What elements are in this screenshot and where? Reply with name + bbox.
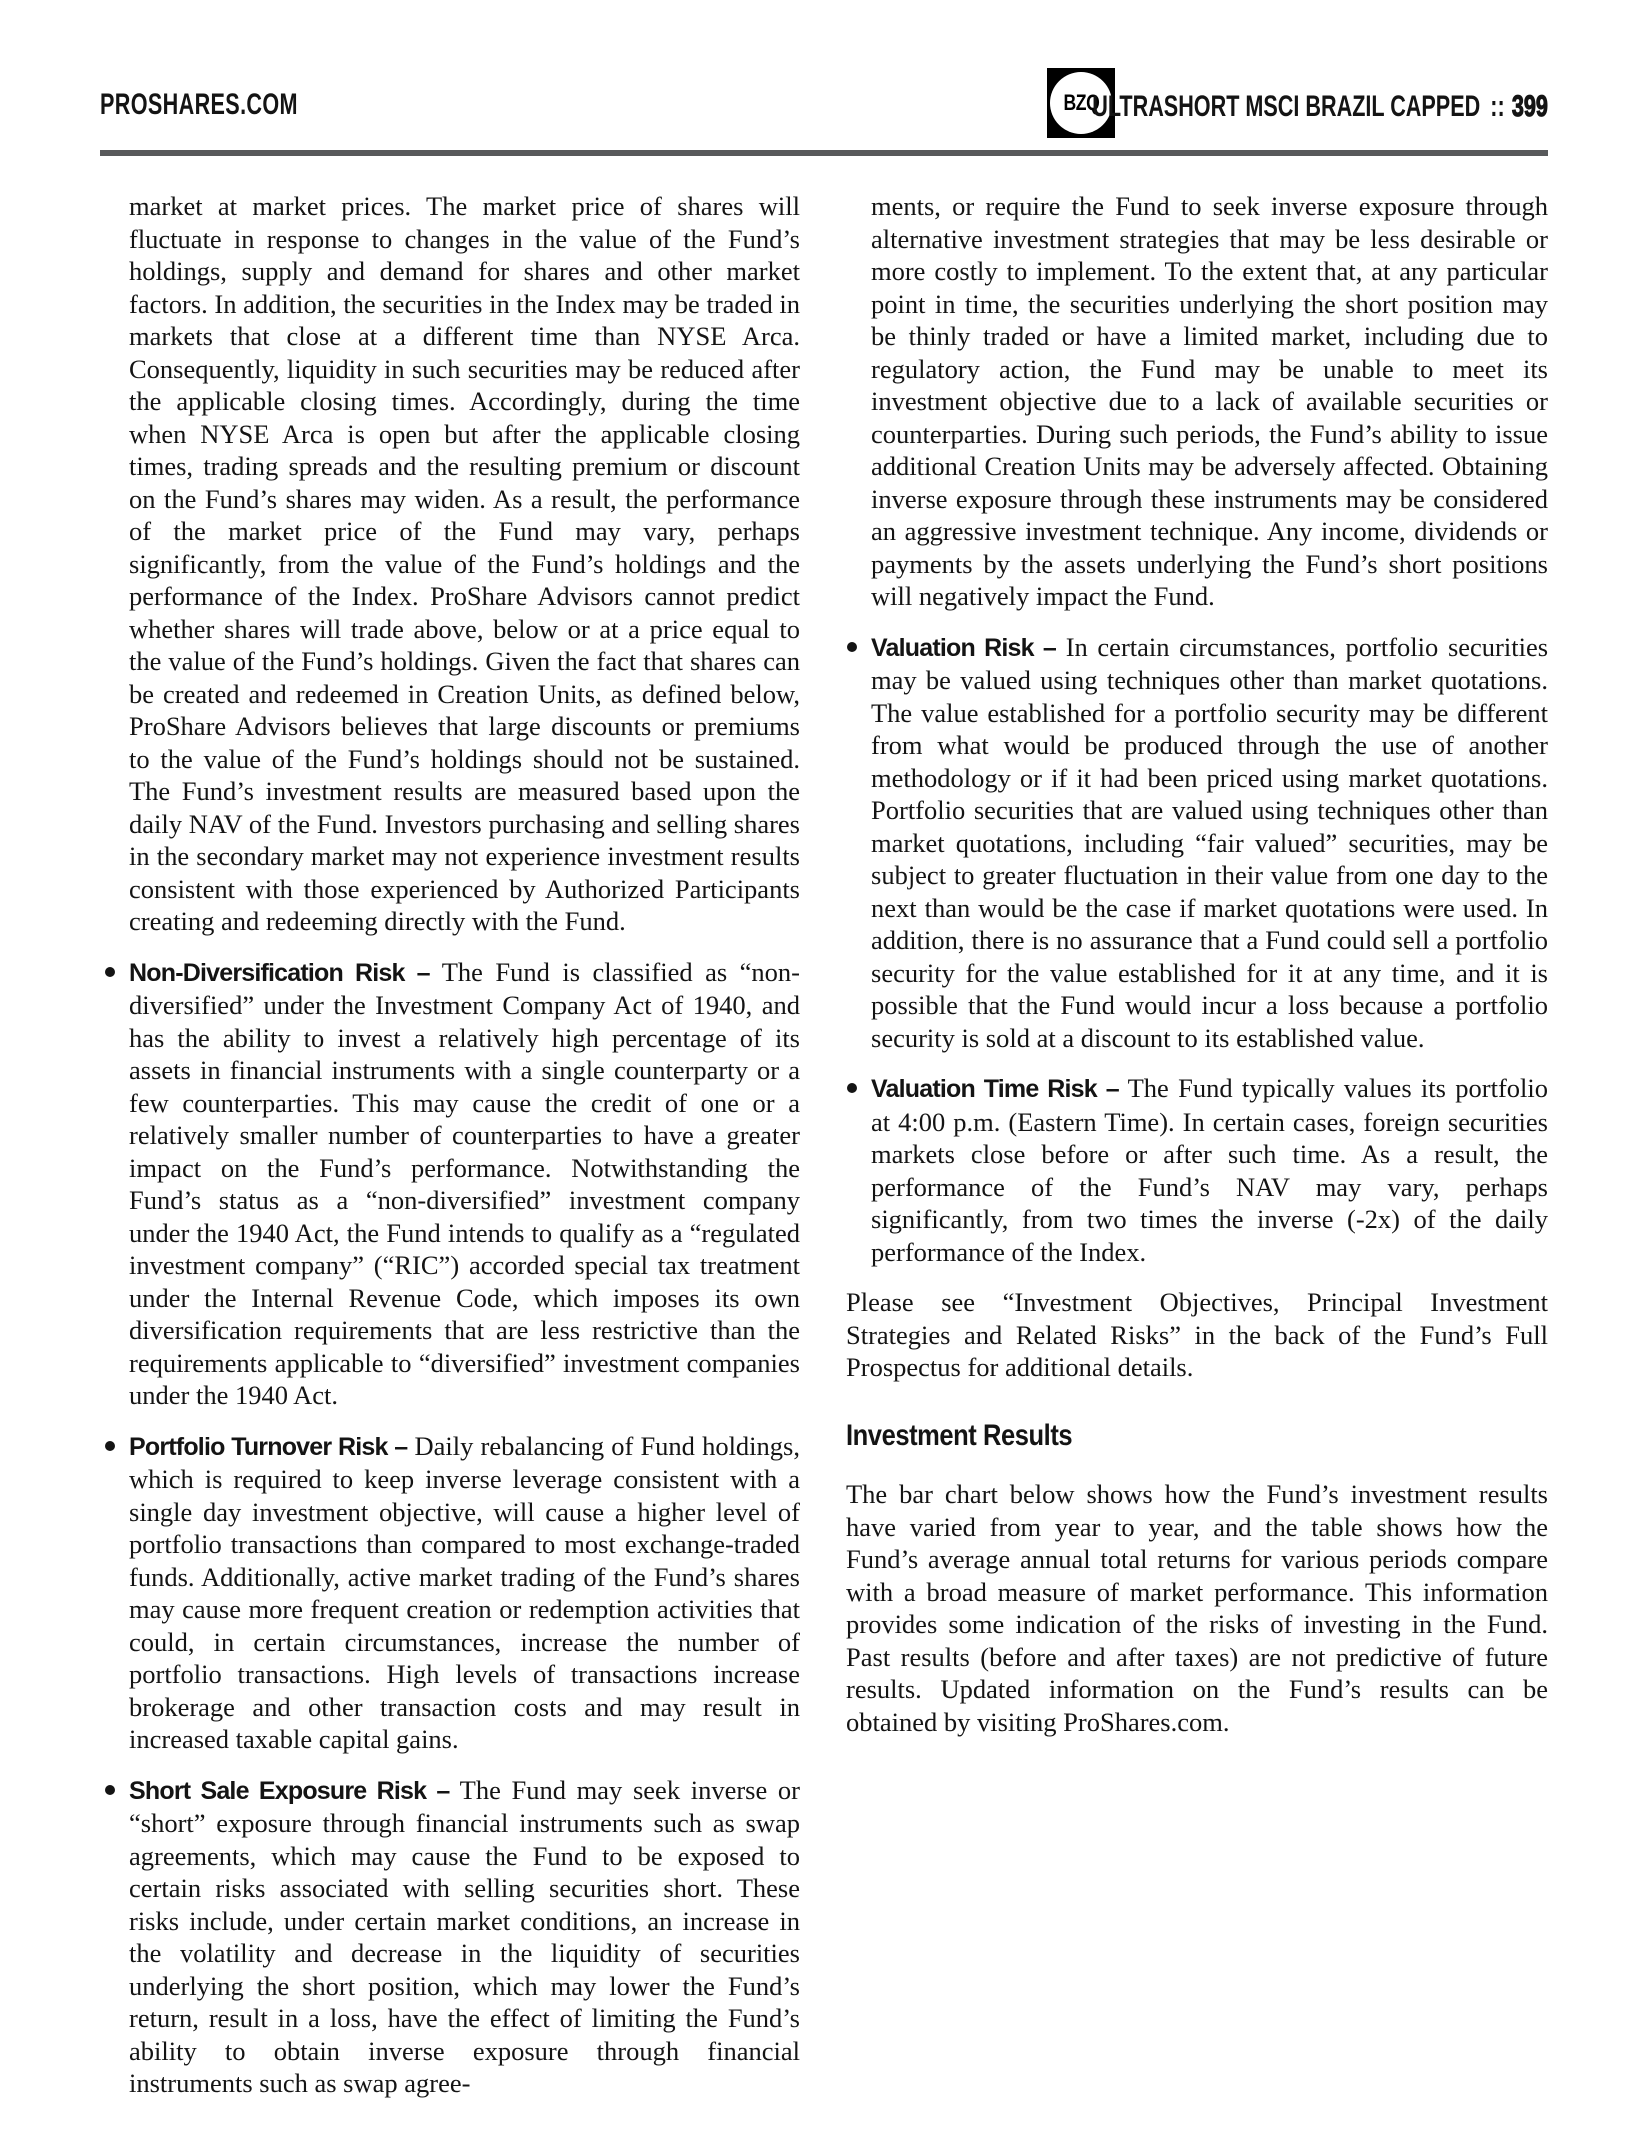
risk-term: Non-Diversification Risk – <box>129 958 430 987</box>
bullet-portfolio-turnover-risk <box>104 1430 800 1756</box>
risk-term: Valuation Time Risk – <box>871 1075 1119 1103</box>
fund-title <box>1092 92 1548 122</box>
page-number: 399 <box>1511 90 1548 123</box>
site-url: PROSHARES.COM <box>100 88 298 121</box>
bullet-marker <box>105 967 115 977</box>
risk-text: In certain circumstances, portfolio securities may be valued using techniques other than market quotations. The value established for a portfolio security may be different from what would be produced through the use of another methodology or if it had been priced using market quotations. Portfolio securities that are valued using techniques other than market quotations, including “fair valued” securities, may be subject to greater fluctuation in their value from one day to the next than would be the case if market quotations were used. In addition, there is no assurance that a Fund could sell a portfolio security for the value established for it at any time, and it is possible that the Fund would incur a loss because a portfolio security is sold at a discount to its established value. <box>871 631 1549 1053</box>
ticker-label: BZQ <box>1063 90 1099 115</box>
bullet-valuation-risk <box>846 631 1548 1055</box>
header-rule <box>100 150 1548 156</box>
intro-paragraph: market at market prices. The market price of shares will fluctuate in response to changes in the value of the Fund’s holdings, supply and demand for shares and other market factors. In addition, the securities in the Index may be traded in markets that close at a different time than NYSE Arca. Consequently, liquidity in such securities may be reduced after the applicable closing times. Accordingly, during the time when NYSE Arca is open but after the applicable closing times, trading spreads and the resulting premium or discount on the Fund’s shares may widen. As a result, the performance of the market price of the Fund may vary, perhaps significantly, from the value of the Fund’s holdings and the performance of the Index. ProShare Advisors cannot predict whether shares will trade above, below or at a price equal to the value of the Fund’s holdings. Given the fact that shares can be created and redeemed in Creation Units, as defined below, ProShare Advisors believes that large discounts or premiums to the value of the Fund’s holdings should not be sustained. The Fund’s investment results are measured based upon the daily NAV of the Fund. Investors purchasing and selling shares in the secondary market may not experience investment results consistent with those experienced by Authorized Participants creating and redeeming directly with the Fund. <box>129 191 800 936</box>
bullet-valuation-time-risk <box>846 1072 1548 1268</box>
bullet-marker <box>847 1083 857 1093</box>
prospectus-note-paragraph: Please see “Investment Objectives, Principal Investment Strategies and Related Risks” in the back of the Fund’s Full Prospectus for additional details. <box>846 1287 1548 1382</box>
bullet-marker <box>847 642 857 652</box>
bullet-short-sale-exposure-risk <box>104 1774 800 2100</box>
bullet-non-diversification-risk <box>104 956 800 1412</box>
investment-results-paragraph: The bar chart below shows how the Fund’s investment results have varied from year to year, and the table shows how the Fund’s average annual total returns for various periods compare with a broad measure of market performance. This information provides some indication of the risks of investing in the Fund. Past results (before and after taxes) are not predictive of future results. Updated information on the Fund’s results can be obtained by visiting ProShares.com. <box>846 1479 1548 1737</box>
bullet-paragraph <box>129 956 800 1412</box>
risk-text: Daily rebalancing of Fund holdings, which is required to keep inverse leverage consistent with a single day investment objective, will cause a higher level of portfolio transactions than compared to most exchange-traded funds. Additionally, active market trading of the Fund’s shares may cause more frequent creation or redemption activities that could, in certain circumstances, increase the number of portfolio transactions. High levels of transactions increase brokerage and other transaction costs and may result in increased taxable capital gains. <box>129 1430 800 1754</box>
right-column <box>846 190 1548 1738</box>
bullet-paragraph <box>129 1774 800 2100</box>
fund-title-text: ULTRASHORT MSCI BRAZIL CAPPED <box>1092 90 1481 123</box>
bullet-marker <box>105 1441 115 1451</box>
risk-text: The Fund may seek inverse or “short” exposure through financial instruments such as swap agreements, which may cause the Fund to be exposed to certain risks associated with selling securities short. These risks include, under certain market conditions, an increase in the volatility and decrease in the liquidity of securities underlying the short position, which may lower the Fund’s return, result in a loss, have the effect of limiting the Fund’s ability to obtain inverse exposure through financial instruments such as swap agree- <box>129 1774 800 2098</box>
bullet-paragraph <box>871 631 1548 1055</box>
bullet-marker <box>105 1785 115 1795</box>
risk-term: Portfolio Turnover Risk – <box>129 1432 408 1461</box>
bullet-paragraph <box>129 1430 800 1756</box>
title-separator: :: <box>1490 90 1505 123</box>
bullet-paragraph <box>871 1072 1548 1268</box>
continuation-paragraph: ments, or require the Fund to seek inverse exposure through alternative investment strategies that may be less desirable or more costly to implement. To the extent that, at any particular point in time, the securities underlying the short position may be thinly traded or have a limited market, including due to regulatory action, the Fund may be unable to meet its investment objective due to a lack of available securities or counterparties. During such periods, the Fund’s ability to issue additional Creation Units may be adversely affected. Obtaining inverse exposure through these instruments may be considered an aggressive investment technique. Any income, dividends or payments by the assets underlying the Fund’s short positions will negatively impact the Fund. <box>871 191 1548 611</box>
risk-term: Valuation Risk – <box>871 633 1057 662</box>
section-heading-investment-results: Investment Results <box>846 1418 1073 1452</box>
left-column <box>104 190 800 2100</box>
risk-term: Short Sale Exposure Risk – <box>129 1776 450 1805</box>
risk-text: The Fund typically values its portfolio at 4:00 p.m. (Eastern Time). In certain cases, foreign securities markets close before or after such time. As a result, the performance of the Fund’s NAV may vary, perhaps significantly, from two times the inverse (-2x) of the daily performance of the Index. <box>871 1073 1548 1267</box>
risk-text: The Fund is classified as “non-diversified” under the Investment Company Act of 1940, and has the ability to invest a relatively high percentage of its assets in financial instruments with a single counterparty or a few counterparties. This may cause the credit of one or a relatively smaller number of counterparties to have a greater impact on the Fund’s performance. Notwithstanding the Fund’s status as a “non-diversified” investment company under the 1940 Act, the Fund intends to qualify as a “regulated investment company” (“RIC”) accorded special tax treatment under the Internal Revenue Code, which imposes its own diversification requirements that are less restrictive than the requirements applicable to “diversified” investment companies under the 1940 Act. <box>129 956 800 1410</box>
